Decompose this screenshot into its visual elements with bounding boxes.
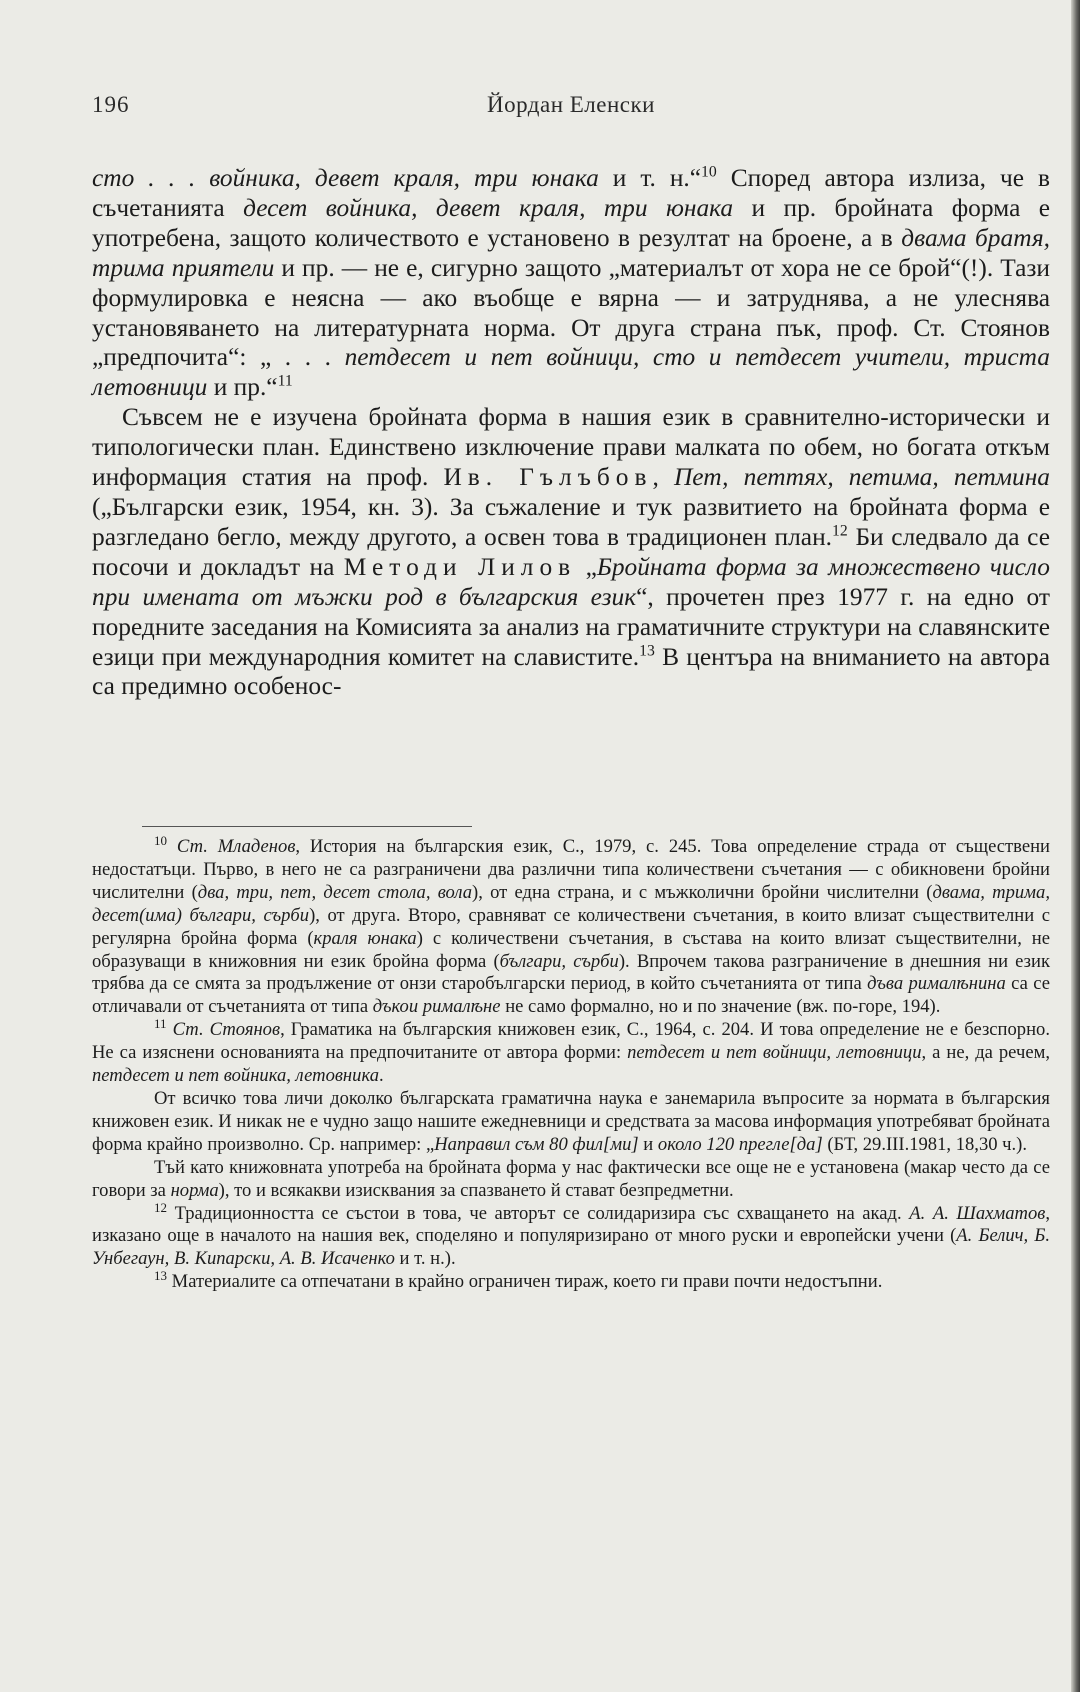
- paragraph: [92, 164, 1050, 403]
- text-run: Тъй като книжовната употреба на бройната форма у нас фактически все още не е установена (макар често да се говори за: [92, 1156, 1050, 1201]
- text-run: ). Впрочем такова разграничение в днешния ни език трябва да се смята за продължение от онзи старобългарски период, в който съчетанията от типа: [92, 950, 1050, 995]
- italic-text: петдесет и пет войници, летовници: [627, 1042, 922, 1064]
- text-run: Би следвало да се посочи и докладът на: [92, 522, 1050, 581]
- text-run: („Български език, 1954, кн. 3). За съжаление и тук развитието на бройната форма е разгледано бегло, между другото, а освен това в традиционен план.: [92, 492, 1050, 551]
- text-run: В центъра на вниманието на автора са предимно особенос-: [92, 642, 1051, 701]
- text-run: , изказано още в началото на нашия век, споделяно и популяризирано от много руски и европейски учени (: [92, 1202, 1050, 1247]
- italic-text: десет войника, девет краля, три юнака: [243, 193, 734, 222]
- text-run: ) с количествени съчетания, в състава на които влизат съществителни, не образуващи в книжовния ни език бройна форма (: [92, 927, 1050, 972]
- italic-text: дъкои рималѣне: [372, 996, 501, 1018]
- italic-text: А. А. Шахматов: [909, 1202, 1046, 1224]
- italic-text: сто . . . войника, девет краля, три юнака: [92, 164, 599, 192]
- italic-text: два, три, пет, десет стола, вола: [197, 881, 473, 903]
- text-run: [167, 836, 177, 857]
- text-run: , История на българския език, С., 1979, с. 245. Това определение страда от съществени недостатъци. Първо, в него не са разграничени два различни типа количествени съчетания — с обикновени бройни числителни (: [92, 836, 1050, 903]
- text-run: ), от една страна, и с мъжколични бройни числителни (: [472, 881, 933, 903]
- text-run: Материалите са отпечатани в крайно ограничен тираж, което ги прави почти недостъпни.: [167, 1271, 883, 1293]
- text-run: Съвсем не е изучена бройната форма в нашия език в сравнително-исторически и типологически план. Единствено изключение прави малката по обем, но богата откъм информация статия на проф.: [92, 403, 1050, 492]
- footnote-number: 13: [154, 1268, 168, 1284]
- text-run: ), от друга. Второ, сравняват се количествени съчетания, в които влизат съществителни с регулярна бройна форма (: [92, 904, 1050, 949]
- footnote-ref: 13: [639, 642, 655, 660]
- footnote: [92, 1268, 1050, 1294]
- footnote: [92, 1088, 1050, 1157]
- page-header: [92, 92, 1050, 126]
- footnote: [92, 1157, 1050, 1203]
- footnote: [92, 1016, 1050, 1088]
- footnote: [92, 832, 1050, 1019]
- text-run: , а не, да речем,: [921, 1042, 1050, 1064]
- footnote: [92, 1199, 1050, 1272]
- italic-text: А. Белич, Б. Унбегаун, В. Кипарски, А. В. Исаченко: [92, 1225, 1050, 1270]
- paragraph: [92, 403, 1050, 702]
- footnote-number: 11: [154, 1016, 167, 1032]
- page-number: 196: [92, 92, 130, 117]
- italic-text: Бройната форма за множествено число при имената от мъжки род в българския език: [92, 552, 1051, 611]
- text-run: Традиционността се състои в това, че авторът се солидаризира със схващането на акад.: [167, 1202, 910, 1224]
- italic-text: краля юнака: [313, 927, 417, 949]
- text-run: и т. н.).: [394, 1248, 456, 1270]
- italic-text: Ст. Стоянов: [172, 1019, 281, 1041]
- text-run: и т. н.“: [598, 164, 702, 192]
- text-run: са се отличавали от съчетанията от типа: [92, 973, 1050, 1018]
- italic-text: българи, сърби: [499, 950, 619, 972]
- spaced-name: Ив. Гълъбов: [443, 463, 653, 492]
- italic-text: двама братя, трима приятели: [92, 223, 1050, 282]
- page-edge-shadow: [1071, 0, 1080, 1692]
- spaced-name: Методи Лилов: [343, 552, 577, 581]
- main-text: [92, 164, 1050, 702]
- italic-text: Ст. Младенов: [176, 836, 296, 857]
- footnote-number: 12: [154, 1199, 168, 1215]
- italic-text: норма: [170, 1179, 219, 1201]
- italic-text: Пет, петтях, петима, петмина: [673, 463, 1050, 492]
- text-run: и пр. — не е, сигурно защото „материалът от хора не се брой“(!). Тази формулировка е неясна — ако въобще е вярна — и затруднява, а не улеснява установяването на литературната норма. От друга страна пък, проф. Ст. Стоянов „предпочита“: „ . . .: [92, 253, 1050, 372]
- italic-text: петдесет и пет войници, сто и петдесет учители, триста летовници: [92, 343, 1050, 402]
- text-run: и пр. бройната форма е употребена, защото количеството е установено в резултат на броене, а в: [92, 193, 1051, 252]
- text-run: От всичко това личи доколко българската граматична наука е занемарила въпросите за нормата в българския книжовен език. И никак не е чудно защо нашите ежедневници и средствата за масова информация употребяват бройната форма крайно произволно. Ср. например: „: [92, 1087, 1050, 1155]
- text-run: “, прочетен през 1977 г. на едно от поредните заседания на Комисията за анализ на граматичните структури на славянските езици при международния комитет на славистите.: [92, 582, 1051, 671]
- running-head: Йордан Еленски: [486, 92, 655, 117]
- footnotes: [92, 832, 1050, 1294]
- text-run: , Граматика на българския книжовен език, С., 1964, с. 204. И това определение не е безспорно. Не са изяснени основанията на предпочитаните от автора форми:: [92, 1019, 1050, 1064]
- footnote-ref: 11: [277, 372, 293, 390]
- footnote-ref: 12: [832, 522, 848, 540]
- italic-text: Направил съм 80 фил[ми]: [434, 1133, 639, 1155]
- text-run: (БТ, 29.III.1981, 18,30 ч.).: [822, 1133, 1028, 1155]
- footnote-separator: [142, 826, 472, 827]
- text-run: и: [638, 1133, 658, 1155]
- text-run: и пр.“: [207, 373, 278, 402]
- italic-text: двама, трима, десет(има) българи, сърби: [92, 881, 1050, 926]
- text-run: „: [576, 552, 597, 581]
- text-run: .: [379, 1065, 384, 1087]
- italic-text: около 120 прегле[да]: [657, 1133, 823, 1155]
- text-run: ), то и всякакви изисквания за спазването й стават безпредметни.: [218, 1179, 734, 1201]
- footnote-number: 10: [154, 832, 168, 848]
- text-run: Според автора излиза, че в съчетанията: [92, 164, 1050, 222]
- text-run: ,: [652, 463, 674, 492]
- footnote-ref: 10: [701, 163, 717, 181]
- text-run: не само формално, но и по значение (вж. по-горе, 194).: [500, 996, 941, 1018]
- italic-text: дъва рималѣнина: [867, 973, 1006, 995]
- italic-text: петдесет и пет войника, летовника: [92, 1065, 379, 1087]
